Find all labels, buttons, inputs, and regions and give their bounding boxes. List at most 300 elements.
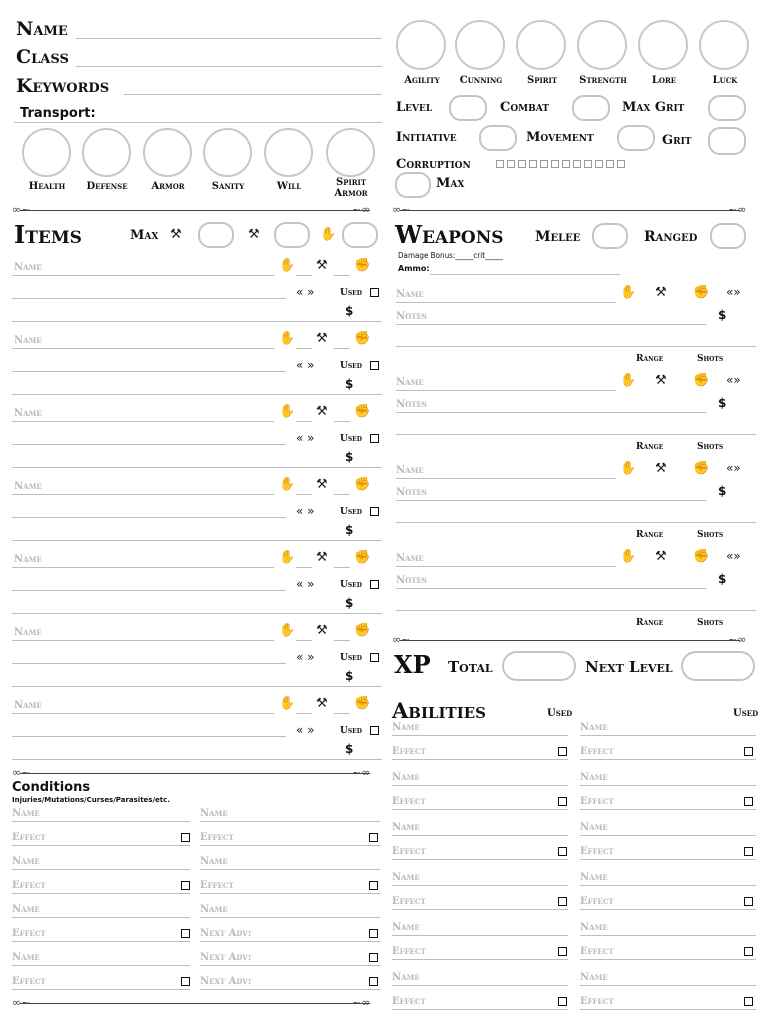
condition-name-field[interactable]: [200, 821, 380, 822]
ability-effect-label: Effect: [392, 746, 426, 757]
ability-effect-field[interactable]: [392, 1009, 568, 1010]
initiative-field[interactable]: [479, 125, 517, 151]
ability-name-label: Name: [580, 872, 608, 883]
double-arrows-icon: « »: [296, 577, 315, 591]
item-name-field[interactable]: [12, 567, 274, 568]
glove-icon: ✊: [354, 477, 371, 492]
ability-name-label: Name: [392, 922, 420, 933]
items-max-glove-field[interactable]: [342, 222, 378, 248]
double-arrows-icon: « »: [296, 504, 315, 518]
stat-luck-circle[interactable]: [699, 20, 749, 70]
weapon-cost-label: $: [718, 396, 727, 410]
stat-health-label: Health: [28, 181, 66, 192]
ability-name-label: Name: [392, 772, 420, 783]
condition-name-label: Name: [12, 952, 40, 963]
glove-icon: ✊: [354, 696, 371, 711]
ability-effect-field[interactable]: [392, 859, 568, 860]
ability-name-field[interactable]: [392, 835, 568, 836]
corruption-label: Corruption: [396, 157, 471, 172]
item-desc-field[interactable]: [12, 517, 286, 518]
scroll-ornament-icon: ~∞: [728, 633, 747, 646]
combat-label: Combat: [500, 100, 549, 115]
weapon-name-field[interactable]: [396, 566, 616, 567]
ability-name-label: Name: [580, 972, 608, 983]
ability-used-checkbox[interactable]: [558, 947, 567, 956]
stat-defense-circle[interactable]: [82, 128, 131, 177]
item-cost-label: $: [345, 377, 354, 391]
ability-effect-field[interactable]: [580, 759, 756, 760]
glove-icon: ✊: [354, 404, 371, 419]
ability-effect-field[interactable]: [580, 1009, 756, 1010]
item-desc-field[interactable]: [12, 590, 286, 591]
condition-effect-label: Effect: [200, 880, 234, 891]
ability-effect-field[interactable]: [580, 809, 756, 810]
condition-effect-field[interactable]: [12, 893, 190, 894]
glove-icon: ✊: [693, 461, 710, 476]
items-max-anvil-field[interactable]: [198, 222, 234, 248]
condition-checkbox[interactable]: [181, 929, 190, 938]
divider-right-mid: [400, 640, 740, 641]
corruption-box[interactable]: [595, 160, 603, 168]
condition-effect-field[interactable]: [12, 941, 190, 942]
ability-effect-field[interactable]: [392, 909, 568, 910]
item-used-checkbox[interactable]: [370, 361, 379, 370]
stat-lore-circle[interactable]: [638, 20, 688, 70]
stat-armor-circle[interactable]: [143, 128, 192, 177]
class-label: Class: [16, 46, 69, 68]
melee-field[interactable]: [592, 223, 628, 249]
item-name-field[interactable]: [12, 494, 274, 495]
ability-used-checkbox[interactable]: [744, 947, 753, 956]
item-used-checkbox[interactable]: [370, 288, 379, 297]
item-used-checkbox[interactable]: [370, 434, 379, 443]
next-adv-label: Next Adv:: [200, 928, 252, 939]
weapon-notes-field[interactable]: [396, 500, 706, 501]
weapon-name-label: Name: [396, 553, 424, 564]
weapon-range-label: Range: [636, 354, 664, 364]
name-field[interactable]: [76, 38, 382, 39]
scroll-ornament-icon: ∞~: [392, 633, 411, 646]
item-cost-label: $: [345, 596, 354, 610]
item-hand-field[interactable]: [296, 494, 312, 495]
ability-effect-label: Effect: [580, 996, 614, 1007]
weapon-range-label: Range: [636, 618, 664, 628]
ability-name-field[interactable]: [392, 785, 568, 786]
ability-effect-field[interactable]: [580, 909, 756, 910]
item-used-checkbox[interactable]: [370, 507, 379, 516]
anvil-icon: ⚒: [170, 227, 182, 242]
max-grit-field[interactable]: [708, 95, 746, 121]
condition-effect-label: Effect: [12, 832, 46, 843]
weapon-notes-field[interactable]: [396, 412, 706, 413]
scroll-ornament-icon: ∞~: [392, 203, 411, 216]
ability-used-checkbox[interactable]: [744, 847, 753, 856]
item-cost-field[interactable]: [12, 759, 382, 760]
item-name-label: Name: [14, 335, 42, 346]
condition-name-label: Name: [12, 808, 40, 819]
stat-sanity-label: Sanity: [211, 181, 245, 192]
item-cost-field[interactable]: [12, 540, 382, 541]
item-name-field[interactable]: [12, 713, 274, 714]
corruption-box[interactable]: [551, 160, 559, 168]
glove-icon: ✋: [320, 227, 337, 242]
ability-used-checkbox[interactable]: [744, 897, 753, 906]
xp-total-field[interactable]: [502, 651, 576, 681]
condition-effect-field[interactable]: [200, 989, 380, 990]
ability-name-field[interactable]: [392, 935, 568, 936]
ranged-label: Ranged: [644, 229, 698, 245]
item-anvil-field[interactable]: [334, 567, 350, 568]
stat-health-circle[interactable]: [22, 128, 71, 177]
ability-effect-label: Effect: [392, 796, 426, 807]
glove-icon: ✊: [354, 331, 371, 346]
ability-effect-label: Effect: [392, 896, 426, 907]
double-arrows-icon: «»: [726, 549, 741, 563]
ability-effect-field[interactable]: [392, 809, 568, 810]
keywords-label: Keywords: [16, 75, 110, 97]
condition-name-field[interactable]: [12, 869, 190, 870]
item-hand-field[interactable]: [296, 275, 312, 276]
abilities-used-label: Used: [733, 708, 759, 719]
hand-icon: ✋: [620, 461, 637, 476]
stat-luck-label: Luck: [712, 75, 738, 86]
scroll-ornament-icon: ~∞: [352, 203, 371, 216]
item-desc-field[interactable]: [12, 736, 286, 737]
ability-used-checkbox[interactable]: [558, 997, 567, 1006]
item-anvil-field[interactable]: [334, 275, 350, 276]
item-desc-field[interactable]: [12, 663, 286, 664]
corruption-box[interactable]: [507, 160, 515, 168]
item-cost-field[interactable]: [12, 321, 382, 322]
hand-icon: ✋: [620, 549, 637, 564]
anvil-icon: ⚒: [316, 404, 328, 419]
weapon-cost-label: $: [718, 572, 727, 586]
condition-effect-label: Effect: [200, 832, 234, 843]
weapon-name-field[interactable]: [396, 478, 616, 479]
condition-name-label: Name: [12, 856, 40, 867]
item-used-label: Used: [340, 580, 362, 590]
ability-effect-field[interactable]: [580, 859, 756, 860]
hand-icon: ✋: [279, 404, 296, 419]
items-title: Items: [14, 220, 82, 249]
item-name-field[interactable]: [12, 421, 274, 422]
conditions-subtitle: Injuries/Mutations/Curses/Parasites/etc.: [12, 796, 170, 804]
corruption-box[interactable]: [518, 160, 526, 168]
corruption-box[interactable]: [529, 160, 537, 168]
item-anvil-field[interactable]: [334, 713, 350, 714]
item-desc-field[interactable]: [12, 371, 286, 372]
condition-checkbox[interactable]: [369, 833, 378, 842]
weapon-name-field[interactable]: [396, 302, 616, 303]
hand-icon: ✋: [279, 623, 296, 638]
item-cost-label: $: [345, 669, 354, 683]
stat-agility-circle[interactable]: [396, 20, 446, 70]
ability-used-checkbox[interactable]: [744, 997, 753, 1006]
weapon-shots-label: Shots: [697, 530, 724, 540]
item-used-label: Used: [340, 361, 362, 371]
item-used-checkbox[interactable]: [370, 653, 379, 662]
initiative-label: Initiative: [396, 130, 457, 145]
melee-label: Melee: [535, 229, 581, 245]
condition-name-field[interactable]: [12, 821, 190, 822]
hand-icon: ✋: [279, 258, 296, 273]
condition-effect-label: Effect: [12, 976, 46, 987]
weapon-name-label: Name: [396, 465, 424, 476]
anvil-icon: ⚒: [655, 549, 667, 564]
next-adv-checkbox[interactable]: [369, 953, 378, 962]
keywords-field[interactable]: [124, 94, 382, 95]
condition-checkbox[interactable]: [181, 977, 190, 986]
weapon-cost-label: $: [718, 484, 727, 498]
condition-effect-field[interactable]: [12, 989, 190, 990]
anvil-icon: ⚒: [316, 550, 328, 565]
condition-checkbox[interactable]: [181, 833, 190, 842]
scroll-ornament-icon: ~∞: [352, 766, 371, 779]
weapon-range-label: Range: [636, 442, 664, 452]
stat-strength-circle[interactable]: [577, 20, 627, 70]
movement-field[interactable]: [617, 125, 655, 151]
ability-effect-label: Effect: [580, 796, 614, 807]
weapon-shots-label: Shots: [697, 442, 724, 452]
weapon-name-label: Name: [396, 289, 424, 300]
item-hand-field[interactable]: [296, 567, 312, 568]
item-used-checkbox[interactable]: [370, 726, 379, 735]
ranged-field[interactable]: [710, 223, 746, 249]
ability-name-field[interactable]: [580, 935, 756, 936]
ability-effect-field[interactable]: [392, 959, 568, 960]
ammo-field[interactable]: [430, 274, 620, 275]
corruption-box[interactable]: [540, 160, 548, 168]
next-level-field[interactable]: [681, 651, 755, 681]
grit-field[interactable]: [708, 127, 746, 155]
condition-effect-field[interactable]: [200, 893, 380, 894]
ability-name-field[interactable]: [392, 885, 568, 886]
corruption-box[interactable]: [496, 160, 504, 168]
weapons-title: Weapons: [395, 220, 504, 249]
divider-right-top: [400, 210, 740, 211]
corruption-box[interactable]: [573, 160, 581, 168]
items-max-anvil2-field[interactable]: [274, 222, 310, 248]
abilities-used-label: Used: [547, 708, 573, 719]
next-level-label: Next Level: [585, 658, 673, 676]
weapon-cost-label: $: [718, 308, 727, 322]
stat-strength-label: Strength: [579, 75, 627, 86]
item-name-field[interactable]: [12, 348, 274, 349]
ability-effect-label: Effect: [392, 946, 426, 957]
item-anvil-field[interactable]: [334, 348, 350, 349]
ability-name-label: Name: [580, 822, 608, 833]
xp-total-label: Total: [448, 658, 493, 676]
condition-checkbox[interactable]: [181, 881, 190, 890]
name-label: Name: [16, 18, 68, 40]
weapon-name-field[interactable]: [396, 390, 616, 391]
ability-used-checkbox[interactable]: [744, 797, 753, 806]
condition-name-field[interactable]: [12, 965, 190, 966]
stat-defense-label: Defense: [86, 181, 128, 192]
hand-icon: ✋: [279, 696, 296, 711]
hand-icon: ✋: [279, 477, 296, 492]
item-name-label: Name: [14, 408, 42, 419]
glove-icon: ✊: [693, 285, 710, 300]
weapon-notes-field-2[interactable]: [396, 610, 756, 611]
condition-checkbox[interactable]: [369, 881, 378, 890]
ability-name-field[interactable]: [392, 735, 568, 736]
ability-effect-field[interactable]: [392, 759, 568, 760]
anvil-icon: ⚒: [316, 331, 328, 346]
condition-checkbox[interactable]: [369, 929, 378, 938]
item-used-label: Used: [340, 507, 362, 517]
scroll-ornament-icon: ~∞: [728, 203, 747, 216]
ammo-label: Ammo:: [398, 264, 430, 273]
condition-checkbox[interactable]: [369, 977, 378, 986]
anvil-icon: ⚒: [316, 258, 328, 273]
corruption-max-field[interactable]: [395, 172, 431, 198]
stat-cunning-label: Cunning: [459, 75, 503, 86]
item-desc-field[interactable]: [12, 444, 286, 445]
condition-name-field[interactable]: [200, 869, 380, 870]
condition-name-field[interactable]: [12, 917, 190, 918]
stat-spirit-armor-label: Spirit Armor: [334, 177, 368, 199]
ability-name-label: Name: [392, 972, 420, 983]
abilities-title: Abilities: [392, 698, 486, 723]
ability-name-field[interactable]: [580, 985, 756, 986]
stat-will-label: Will: [276, 181, 302, 192]
condition-effect-field[interactable]: [200, 941, 380, 942]
anvil-icon: ⚒: [316, 477, 328, 492]
condition-name-field[interactable]: [200, 965, 380, 966]
ability-used-checkbox[interactable]: [558, 897, 567, 906]
double-arrows-icon: « »: [296, 650, 315, 664]
item-cost-field[interactable]: [12, 467, 382, 468]
condition-effect-field[interactable]: [200, 845, 380, 846]
item-name-field[interactable]: [12, 275, 274, 276]
ability-effect-label: Effect: [580, 746, 614, 757]
class-field[interactable]: [76, 66, 382, 67]
divider-left-mid: [20, 773, 370, 774]
weapon-notes-field[interactable]: [396, 324, 706, 325]
ability-effect-label: Effect: [392, 996, 426, 1007]
weapon-shots-label: Shots: [697, 618, 724, 628]
ability-used-checkbox[interactable]: [744, 747, 753, 756]
glove-icon: ✊: [354, 550, 371, 565]
glove-icon: ✊: [693, 373, 710, 388]
item-desc-field[interactable]: [12, 298, 286, 299]
item-hand-field[interactable]: [296, 348, 312, 349]
ability-name-label: Name: [580, 772, 608, 783]
stat-spirit-circle[interactable]: [516, 20, 566, 70]
ability-name-field[interactable]: [580, 835, 756, 836]
condition-effect-label: Effect: [12, 880, 46, 891]
weapon-notes-field-2[interactable]: [396, 346, 756, 347]
ability-name-field[interactable]: [392, 985, 568, 986]
item-cost-field[interactable]: [12, 613, 382, 614]
item-hand-field[interactable]: [296, 421, 312, 422]
corruption-box[interactable]: [606, 160, 614, 168]
weapon-notes-field-2[interactable]: [396, 522, 756, 523]
item-used-label: Used: [340, 653, 362, 663]
anvil-icon: ⚒: [248, 227, 260, 242]
item-anvil-field[interactable]: [334, 421, 350, 422]
item-used-label: Used: [340, 288, 362, 298]
item-hand-field[interactable]: [296, 713, 312, 714]
ability-name-field[interactable]: [580, 885, 756, 886]
condition-name-field[interactable]: [200, 917, 380, 918]
ability-used-checkbox[interactable]: [558, 797, 567, 806]
item-hand-field[interactable]: [296, 640, 312, 641]
xp-title: XP: [394, 650, 431, 679]
item-cost-field[interactable]: [12, 686, 382, 687]
glove-icon: ✊: [354, 623, 371, 638]
transport-field[interactable]: [14, 122, 382, 123]
double-arrows-icon: «»: [726, 373, 741, 387]
corruption-box[interactable]: [617, 160, 625, 168]
hand-icon: ✋: [279, 331, 296, 346]
weapon-notes-label: Notes: [396, 311, 427, 322]
scroll-ornament-icon: ∞~: [12, 203, 31, 216]
condition-effect-field[interactable]: [12, 845, 190, 846]
scroll-ornament-icon: ~∞: [352, 996, 371, 1009]
weapon-notes-field[interactable]: [396, 588, 706, 589]
ability-effect-label: Effect: [580, 846, 614, 857]
item-cost-field[interactable]: [12, 394, 382, 395]
stat-agility-label: Agility: [404, 75, 440, 86]
stat-lore-label: Lore: [651, 75, 677, 86]
stat-will-circle[interactable]: [264, 128, 313, 177]
glove-icon: ✊: [693, 549, 710, 564]
combat-field[interactable]: [572, 95, 610, 121]
divider-left-top: [20, 210, 370, 211]
conditions-title: Conditions: [12, 780, 91, 795]
item-anvil-field[interactable]: [334, 494, 350, 495]
ability-name-field[interactable]: [580, 785, 756, 786]
ability-name-label: Name: [392, 872, 420, 883]
ability-name-label: Name: [580, 922, 608, 933]
weapon-notes-label: Notes: [396, 575, 427, 586]
ability-used-checkbox[interactable]: [558, 747, 567, 756]
hand-icon: ✋: [279, 550, 296, 565]
condition-name-label: Name: [200, 856, 228, 867]
item-anvil-field[interactable]: [334, 640, 350, 641]
ability-effect-field[interactable]: [580, 959, 756, 960]
item-name-label: Name: [14, 262, 42, 273]
ability-effect-label: Effect: [580, 946, 614, 957]
item-cost-label: $: [345, 304, 354, 318]
stat-spirit-armor-circle[interactable]: [326, 128, 375, 177]
ability-used-checkbox[interactable]: [558, 847, 567, 856]
level-label: Level: [396, 100, 433, 115]
scroll-ornament-icon: ∞~: [12, 996, 31, 1009]
double-arrows-icon: «»: [726, 461, 741, 475]
ability-name-field[interactable]: [580, 735, 756, 736]
grit-label: Grit: [662, 133, 692, 148]
stat-cunning-circle[interactable]: [455, 20, 505, 70]
scroll-ornament-icon: ∞~: [12, 766, 31, 779]
corruption-box[interactable]: [562, 160, 570, 168]
level-field[interactable]: [449, 95, 487, 121]
condition-name-label: Name: [200, 808, 228, 819]
weapon-range-label: Range: [636, 530, 664, 540]
weapon-notes-field-2[interactable]: [396, 434, 756, 435]
item-name-label: Name: [14, 700, 42, 711]
double-arrows-icon: « »: [296, 431, 315, 445]
item-cost-label: $: [345, 450, 354, 464]
condition-name-label: Name: [12, 904, 40, 915]
item-used-checkbox[interactable]: [370, 580, 379, 589]
hand-icon: ✋: [620, 373, 637, 388]
stat-sanity-circle[interactable]: [203, 128, 252, 177]
item-name-field[interactable]: [12, 640, 274, 641]
corruption-box[interactable]: [584, 160, 592, 168]
